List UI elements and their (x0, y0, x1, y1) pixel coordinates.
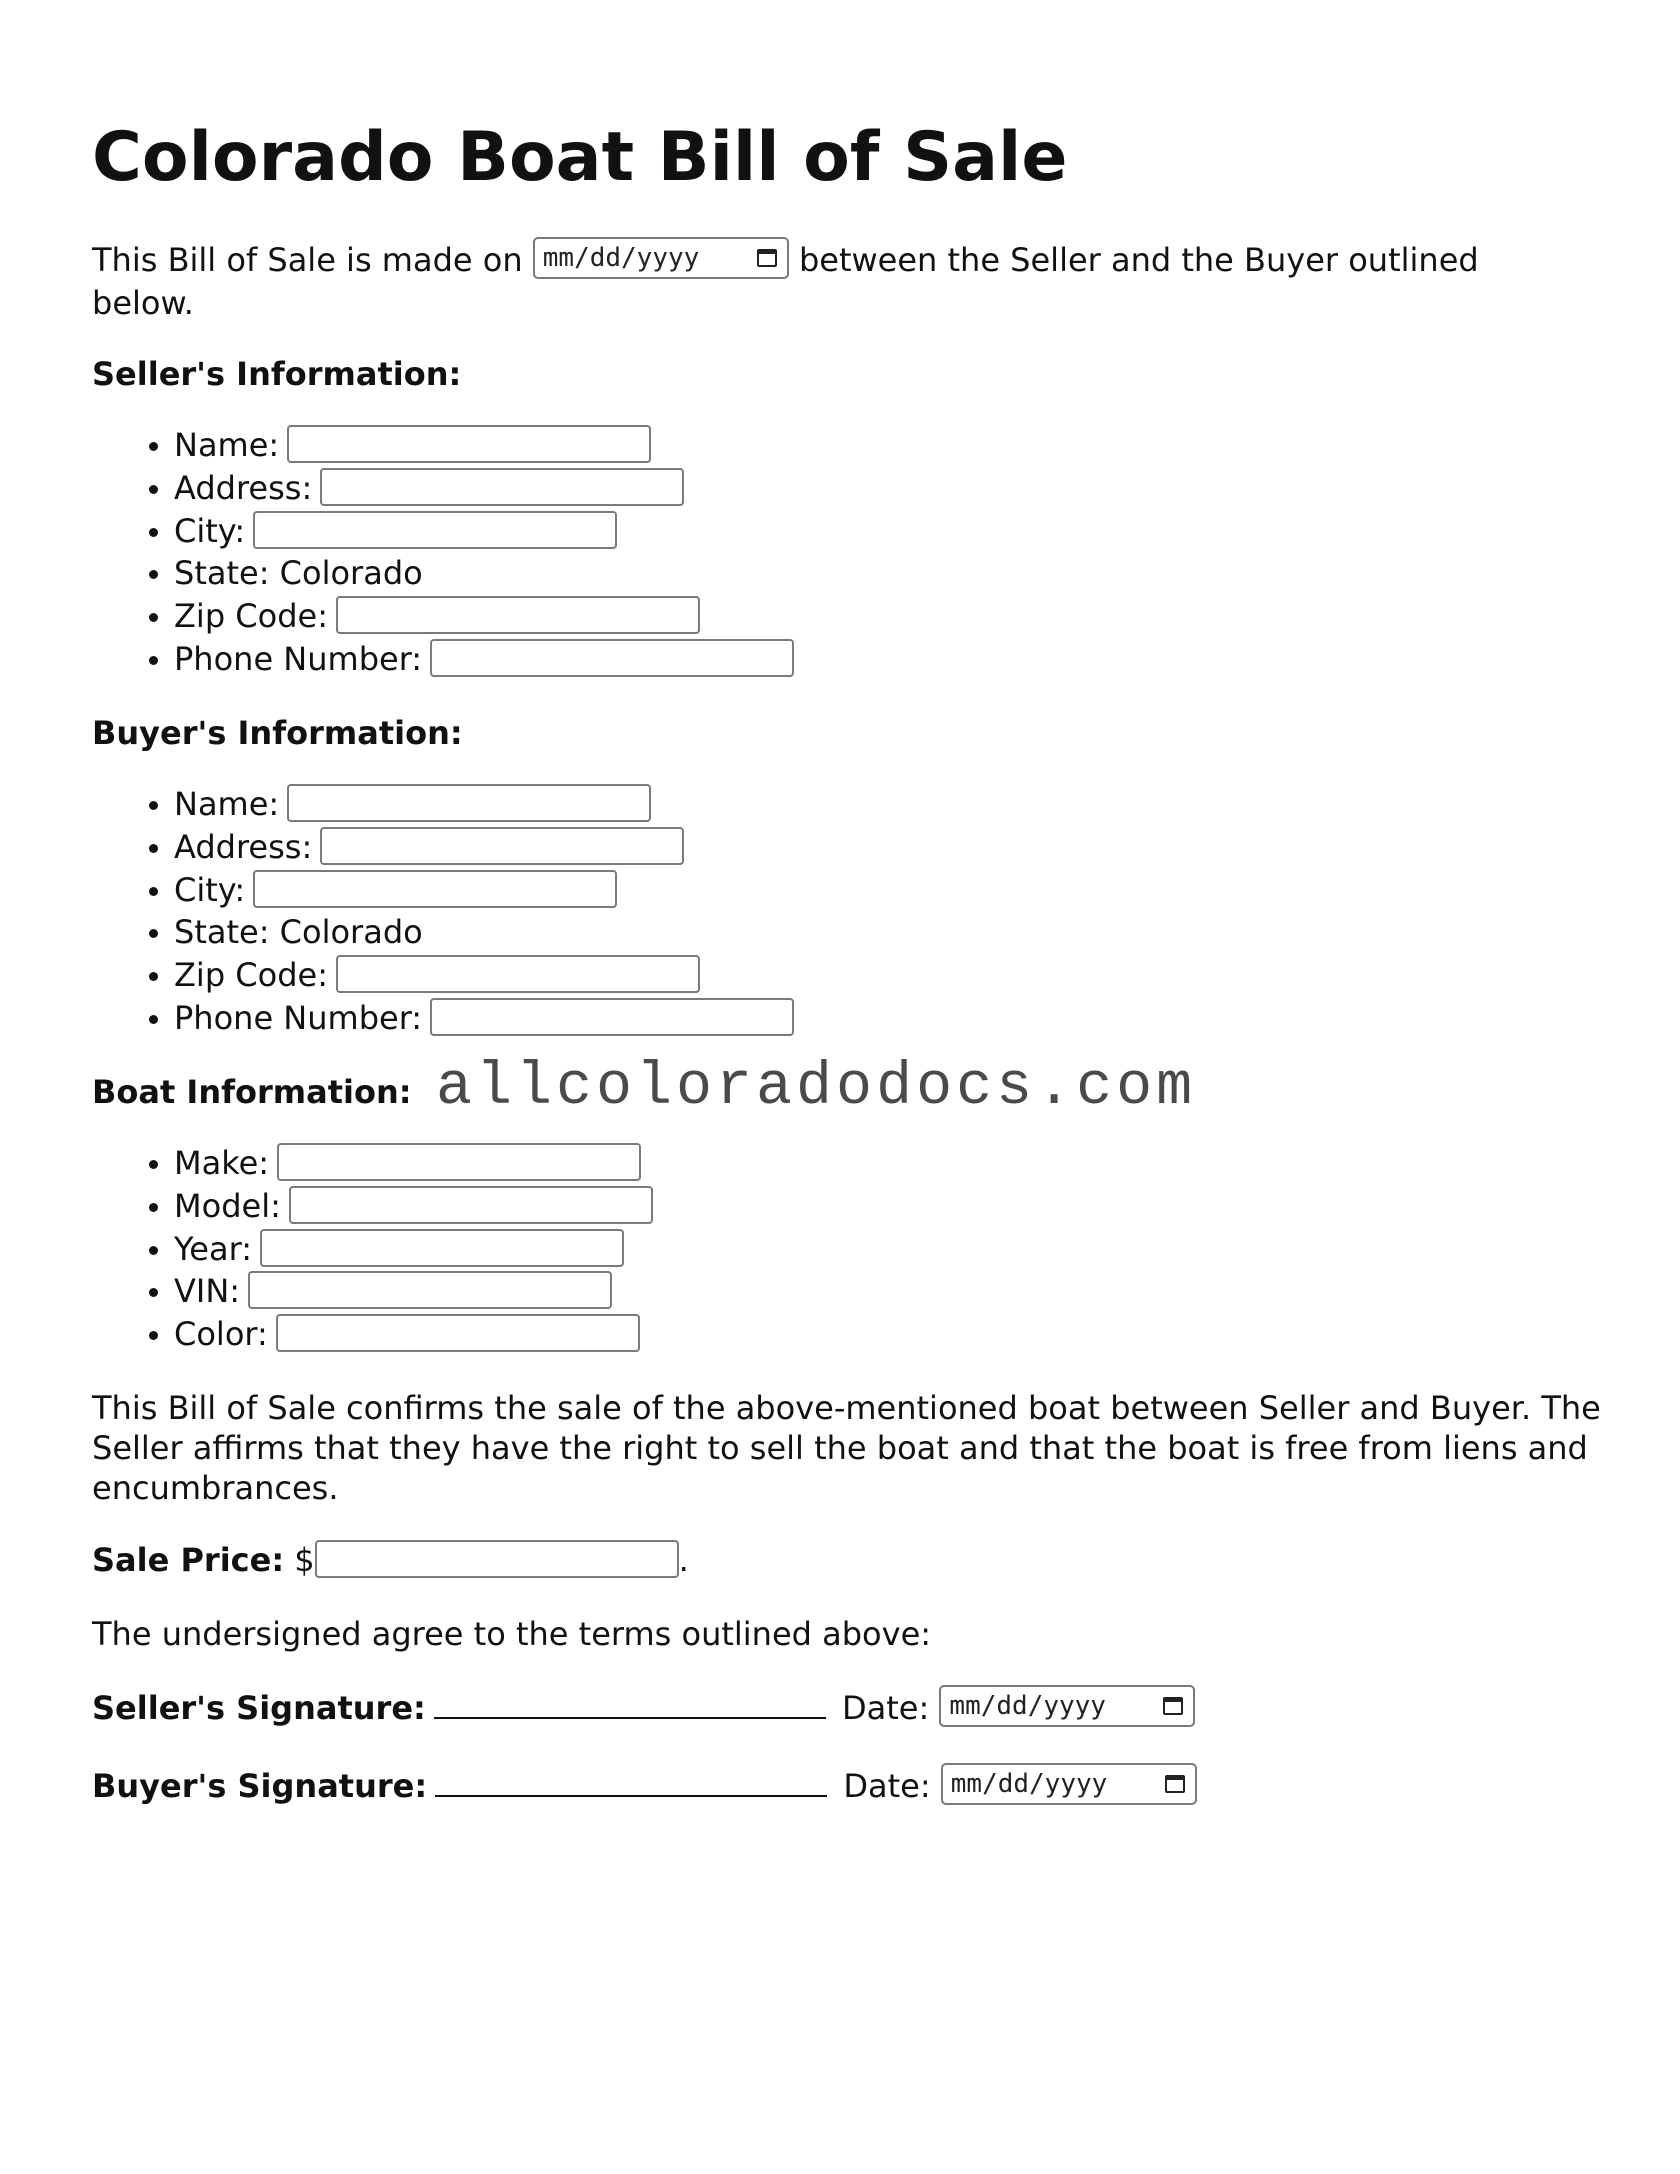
seller-phone-input[interactable] (430, 639, 794, 677)
list-item (174, 1185, 653, 1228)
seller-name-input[interactable] (287, 425, 651, 463)
buyer-signature-blank[interactable] (435, 1765, 827, 1797)
date-placeholder: mm/dd/yyyy (949, 1691, 1106, 1721)
seller-date-label: Date: (841, 1689, 930, 1727)
boat-model-label: Model: (174, 1186, 281, 1225)
boat-make-input[interactable] (277, 1143, 641, 1181)
boat-make-label: Make: (174, 1144, 270, 1182)
calendar-icon[interactable] (1165, 1775, 1185, 1793)
intro-text-after: between the Seller and the Buyer outlined below. (92, 241, 1479, 322)
list-item (174, 595, 794, 638)
list-item (174, 911, 794, 954)
seller-city-label: City: (174, 511, 246, 550)
list-item (174, 1228, 653, 1271)
buyer-name-input[interactable] (287, 784, 651, 822)
buyer-city-input[interactable] (253, 870, 617, 908)
buyer-phone-label: Phone Number: (174, 998, 423, 1037)
list-item (174, 638, 794, 681)
sale-date-input[interactable] (533, 237, 789, 279)
date-placeholder: mm/dd/yyyy (950, 1769, 1108, 1799)
buyer-date-label: Date: (843, 1767, 931, 1805)
seller-date-input[interactable] (939, 1685, 1195, 1727)
list-item (174, 510, 794, 553)
seller-signature-label: Seller's Signature: (92, 1689, 426, 1727)
buyer-signature-label: Buyer's Signature: (92, 1767, 428, 1805)
calendar-icon[interactable] (1163, 1697, 1183, 1715)
boat-year-label: Year: (174, 1229, 252, 1268)
seller-fields (92, 424, 794, 681)
seller-signature-blank[interactable] (434, 1687, 826, 1719)
buyer-phone-input[interactable] (430, 998, 794, 1036)
seller-signature-line (92, 1684, 1195, 1732)
list-item (174, 869, 794, 912)
watermark-text: allcoloradodocs.com (436, 1054, 1197, 1122)
buyer-zip-label: Zip Code: (174, 956, 328, 995)
seller-zip-label: Zip Code: (174, 597, 328, 636)
boat-vin-input[interactable] (248, 1271, 612, 1309)
buyer-heading: Buyer's Information: (92, 714, 463, 752)
agreement-text: The undersigned agree to the terms outlined above: (92, 1615, 932, 1653)
seller-city-input[interactable] (253, 511, 617, 549)
buyer-state-text: State: Colorado (174, 913, 423, 952)
intro-paragraph (92, 240, 1582, 324)
buyer-address-label: Address: (174, 827, 313, 866)
list-item (174, 1313, 653, 1356)
calendar-icon[interactable] (757, 249, 777, 267)
boat-color-input[interactable] (276, 1314, 640, 1352)
buyer-address-input[interactable] (320, 827, 684, 865)
list-item (174, 826, 794, 869)
boat-fields (92, 1142, 653, 1356)
page-title: Colorado Boat Bill of Sale (92, 118, 1068, 197)
seller-heading: Seller's Information: (92, 355, 462, 393)
buyer-name-label: Name: (174, 785, 280, 823)
list-item (174, 954, 794, 997)
sale-price-label: Sale Price: (92, 1541, 285, 1579)
seller-name-label: Name: (174, 426, 280, 464)
sale-price-line (92, 1538, 689, 1582)
buyer-zip-input[interactable] (336, 955, 700, 993)
seller-address-input[interactable] (320, 468, 684, 506)
seller-phone-label: Phone Number: (174, 639, 423, 678)
currency-symbol: $ (294, 1541, 315, 1579)
buyer-date-input[interactable] (941, 1763, 1197, 1805)
intro-text-before: This Bill of Sale is made on (92, 241, 523, 279)
list-item (174, 467, 794, 510)
sale-price-input[interactable] (315, 1540, 679, 1578)
seller-address-label: Address: (174, 468, 313, 507)
boat-model-input[interactable] (289, 1186, 653, 1224)
buyer-signature-line (92, 1762, 1197, 1810)
price-suffix: . (678, 1541, 689, 1579)
list-item (174, 783, 794, 826)
seller-zip-input[interactable] (336, 596, 700, 634)
list-item (174, 424, 794, 467)
seller-state-text: State: Colorado (174, 554, 423, 593)
boat-vin-label: VIN: (174, 1272, 241, 1311)
boat-color-label: Color: (174, 1315, 268, 1354)
confirmation-paragraph: This Bill of Sale confirms the sale of the above-mentioned boat between Seller and Buyer. The Seller affirms that they have the right to sell the boat and that the boat is free from liens and encumbrances. (92, 1389, 1601, 1507)
list-item (174, 552, 794, 595)
list-item (174, 997, 794, 1040)
buyer-fields (92, 783, 794, 1040)
boat-year-input[interactable] (260, 1229, 624, 1267)
list-item (174, 1270, 653, 1313)
date-placeholder: mm/dd/yyyy (542, 242, 700, 273)
boat-heading: Boat Information: (92, 1073, 412, 1111)
buyer-city-label: City: (174, 870, 246, 909)
list-item (174, 1142, 653, 1185)
